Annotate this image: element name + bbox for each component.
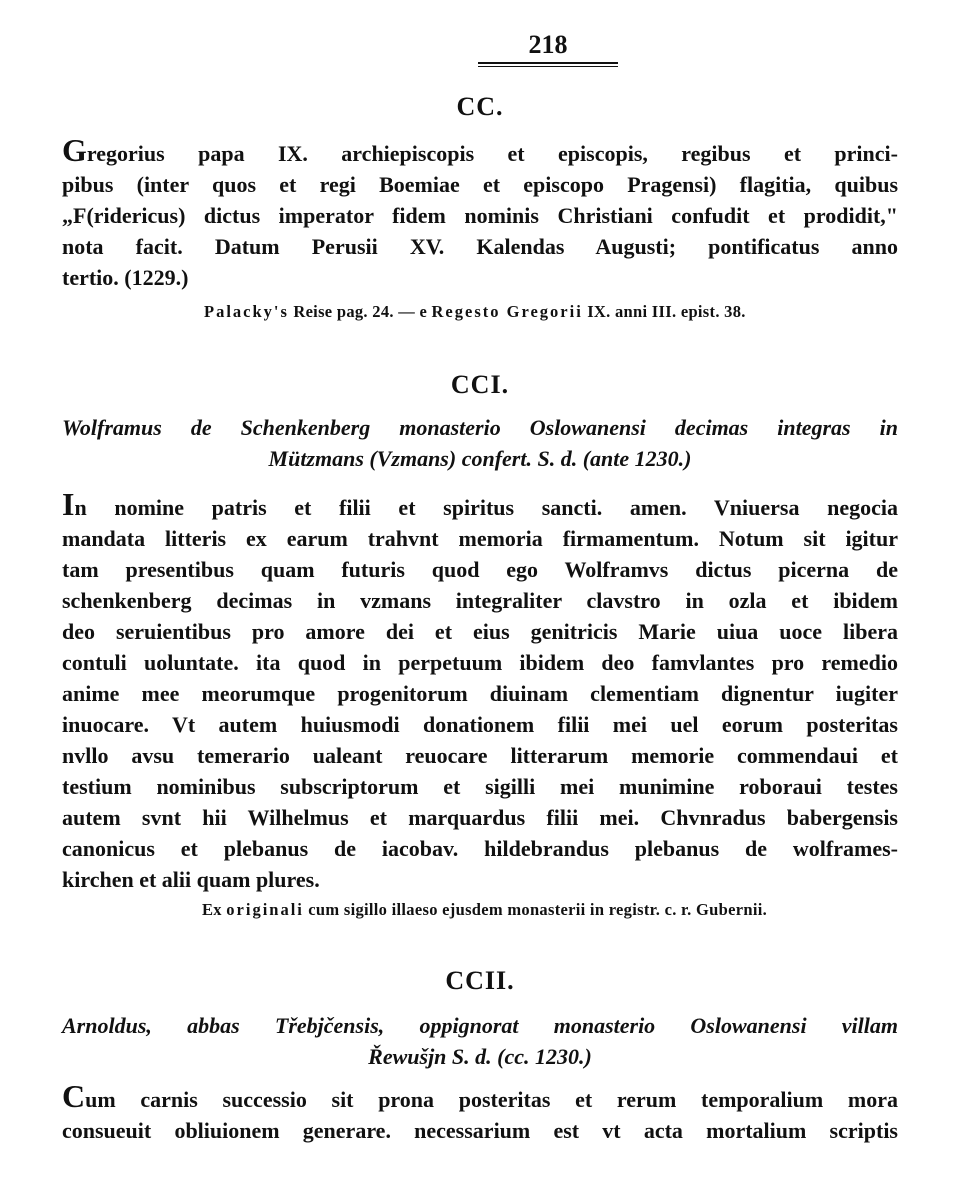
header-rule	[478, 62, 618, 64]
summary-line-text: Gregorius papa IX. archiepiscopis et episcopis, regibus et princi-	[62, 132, 898, 168]
text-line: consueuit obliuionem generare. necessarium est vt acta mortalium scriptis	[62, 1118, 898, 1143]
doc-summary-cc	[62, 134, 898, 293]
doc-title-cci	[62, 412, 898, 474]
header-rule-thin	[478, 66, 618, 67]
doc-number-cci: CCI.	[450, 370, 510, 399]
text-line: contuli uoluntate. ita quod in perpetuum ibidem deo famvlantes pro remedio	[62, 650, 898, 675]
text-line: kirchen et alii quam plures.	[62, 867, 320, 892]
page-number: 218	[528, 30, 568, 59]
text-line: deo seruientibus pro amore dei et eius genitricis Marie uiua uoce libera	[62, 619, 898, 644]
text-line: canonicus et plebanus de iacobav. hildebrandus plebanus de wolframes-	[62, 836, 898, 861]
source-tail: IX. anni III. epist. 38.	[582, 302, 746, 321]
source-orig: originali	[226, 900, 304, 919]
title-line: Řewušjn S. d. (cc. 1230.)	[368, 1044, 592, 1069]
text-line: nvllo avsu temerario ualeant reuocare litterarum memorie commendaui et	[62, 743, 898, 768]
source-rest: cum sigillo illaeso ejusdem monasterii in registr. c. r. Gubernii.	[303, 900, 768, 919]
title-line: Mützmans (Vzmans) confert. S. d. (ante 1230.)	[268, 446, 692, 471]
title-line: Wolframus de Schenkenberg monasterio Oslowanensi decimas integras in	[62, 415, 898, 440]
text-line-content: Cum carnis successio sit prona posteritas et rerum temporalium mora	[62, 1078, 898, 1114]
source-text: Reise pag. 24. — e	[288, 302, 432, 321]
source-note-cc	[204, 302, 746, 322]
text-line-content: In nomine patris et filii et spiritus sancti. amen. Vniuersa negocia	[62, 486, 898, 522]
title-line: Arnoldus, abbas Třebjčensis, oppignorat monasterio Oslowanensi villam	[62, 1013, 898, 1038]
summary-line: pibus (inter quos et regi Boemiae et episcopo Pragensi) flagitia, quibus	[62, 172, 898, 197]
text-line: mandata litteris ex earum trahvnt memoria firmamentum. Notum sit igitur	[62, 526, 898, 551]
summary-line: nota facit. Datum Perusii XV. Kalendas Augusti; pontificatus anno	[62, 234, 898, 259]
text-line: tam presentibus quam futuris quod ego Wolframvs dictus picerna de	[62, 557, 898, 582]
summary-line	[62, 134, 898, 169]
text-line: inuocare. Vt autem huiusmodi donationem filii mei uel eorum posteritas	[62, 712, 898, 737]
source-note-cci	[202, 900, 767, 920]
doc-text-cci	[62, 488, 898, 895]
doc-text-ccii	[62, 1080, 898, 1146]
text-line: schenkenberg decimas in vzmans integraliter clavstro in ozla et ibidem	[62, 588, 898, 613]
summary-line: „F(ridericus) dictus imperator fidem nominis Christiani confudit et prodidit,"	[62, 203, 898, 228]
doc-title-ccii	[62, 1010, 898, 1072]
doc-number-ccii: CCII.	[445, 966, 515, 995]
text-line	[62, 488, 898, 523]
text-line: anime mee meorumque progenitorum diuinam clementiam dignentur iugiter	[62, 681, 898, 706]
source-lead: Ex	[202, 900, 227, 919]
source-regesto: Regesto Gregorii	[431, 302, 583, 321]
text-line: testium nominibus subscriptorum et sigilli mei munimine roboraui testes	[62, 774, 898, 799]
text-line	[62, 1080, 898, 1115]
summary-line: tertio. (1229.)	[62, 265, 189, 290]
text-line: autem svnt hii Wilhelmus et marquardus filii mei. Chvnradus babergensis	[62, 805, 898, 830]
doc-number-cc: CC.	[456, 92, 504, 121]
source-author: Palacky's	[204, 302, 289, 321]
